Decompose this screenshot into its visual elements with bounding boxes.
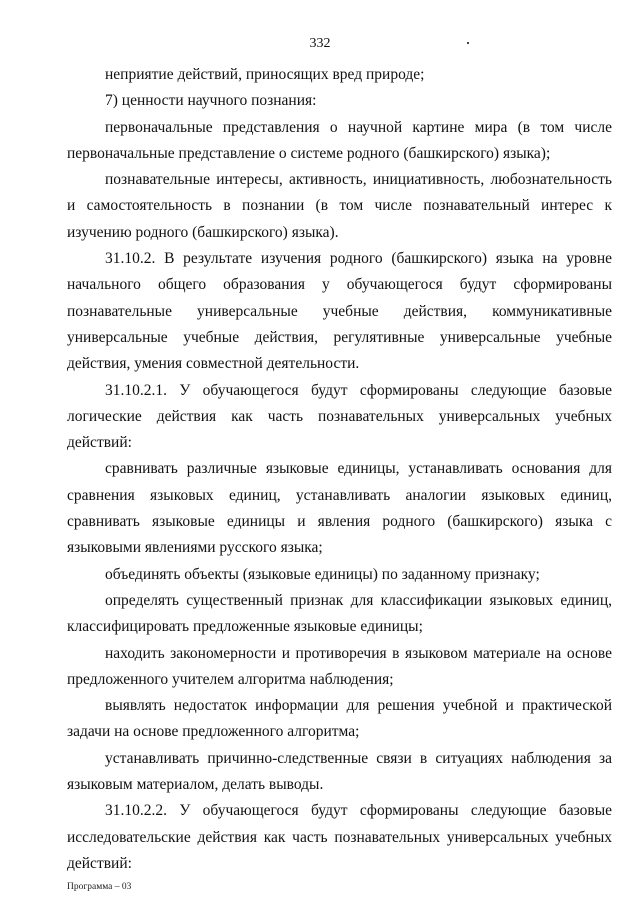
scan-speck	[467, 42, 469, 44]
paragraph: сравнивать различные языковые единицы, устанавливать основания для сравнения языковых единиц, устанавливать аналогии языковых единиц, сравнивать языковые единицы и явления родного (башкирского) языка с языковыми явлениями русского языка;	[67, 460, 612, 557]
paragraph: устанавливать причинно-следственные связи в ситуациях наблюдения за языковым материалом, делать выводы.	[67, 749, 612, 794]
document-body	[67, 62, 612, 877]
paragraph: 7) ценности научного познания:	[105, 92, 317, 110]
paragraph: 31.10.2.1. У обучающегося будут сформированы следующие базовые логические действия как часть познавательных универсальных учебных действий:	[67, 381, 612, 452]
paragraph: определять существенный признак для классификации языковых единиц, классифицировать предложенные языковые единицы;	[67, 591, 612, 636]
paragraph: выявлять недостаток информации для решения учебной и практической задачи на основе предложенного алгоритма;	[67, 697, 612, 741]
footer-label: Программа – 03	[67, 882, 132, 892]
paragraph: находить закономерности и противоречия в языковом материале на основе предложенного учителем алгоритма наблюдения;	[67, 644, 612, 688]
paragraph: познавательные интересы, активность, инициативность, любознательность и самостоятельность в познании (в том числе познавательный интерес к изучению родного (башкирского) языка).	[67, 171, 612, 241]
paragraph: неприятие действий, приносящих вред природе;	[105, 66, 425, 83]
paragraph: первоначальные представления о научной картине мира (в том числе первоначальные представление о системе родного (башкирского) языка);	[67, 118, 612, 162]
paragraph: 31.10.2. В результате изучения родного (башкирского) языка на уровне начального общего образования у обучающегося будут сформированы познавательные универсальные учебные действия, коммуникативные универсальные учебные действия, регулятивные универсальные учебные действия, умения совместной деятельности.	[67, 250, 612, 373]
paragraph: объединять объекты (языковые единицы) по заданному признаку;	[105, 565, 540, 583]
paragraph: 31.10.2.2. У обучающегося будут сформированы следующие базовые исследовательские действия как часть познавательных универсальных учебных действий:	[67, 802, 612, 872]
page-number: 332	[309, 36, 331, 51]
